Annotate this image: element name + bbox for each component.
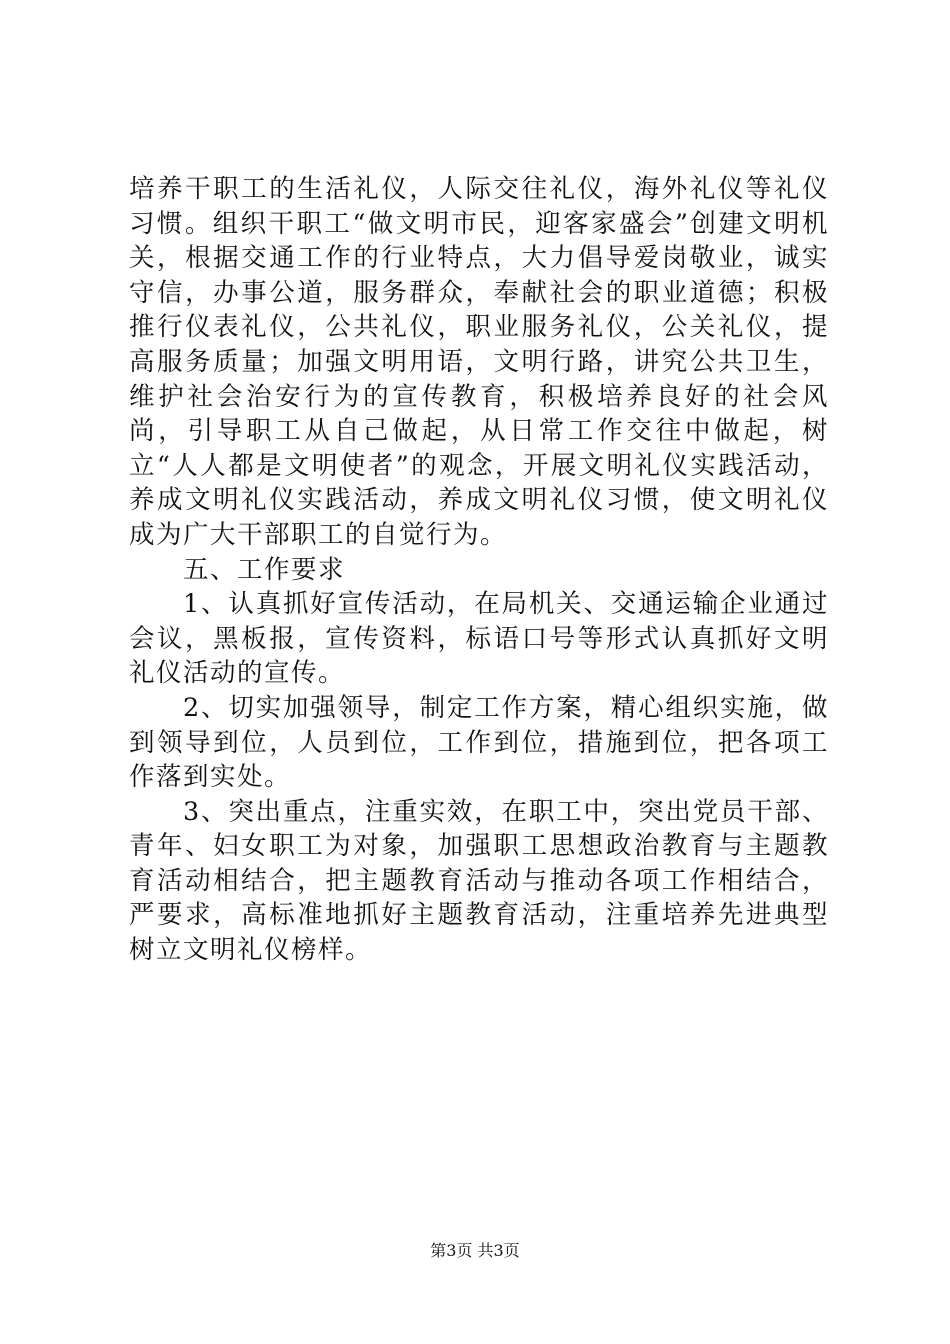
page-footer: 第3页 共3页 bbox=[430, 1241, 520, 1260]
requirement-item-1: 1、认真抓好宣传活动，在局机关、交通运输企业通过会议，黑板报，宣传资料，标语口号等形式认真抓好文明礼仪活动的宣传。 bbox=[129, 589, 829, 689]
requirement-item-2: 2、切实加强领导，制定工作方案，精心组织实施，做到领导到位，人员到位，工作到位，措施到位，把各项工作落到实处。 bbox=[129, 692, 829, 793]
section-heading: 五、工作要求 bbox=[183, 554, 346, 585]
document-body bbox=[129, 172, 829, 968]
requirement-item-3: 3、突出重点，注重实效，在职工中，突出党员干部、青年、妇女职工为对象，加强职工思想政治教育与主题教育活动相结合，把主题教育活动与推动各项工作相结合，严要求，高标准地抓好主题教育活动，注重培养先进典型树立文明礼仪榜样。 bbox=[129, 796, 829, 966]
body-paragraph: 培养干职工的生活礼仪，人际交往礼仪，海外礼仪等礼仪习惯。组织干职工“做文明市民，迎客家盛会”创建文明机关，根据交通工作的行业特点，大力倡导爱岗敬业，诚实守信，办事公道，服务群众，奉献社会的职业道德；积极推行仪表礼仪，公共礼仪，职业服务礼仪，公关礼仪，提高服务质量；加强文明用语，文明行路，讲究公共卫生，维护社会治安行为的宣传教育，积极培养良好的社会风尚，引导职工从自己做起，从日常工作交往中做起，树立“人人都是文明使者”的观念，开展文明礼仪实践活动，养成文明礼仪实践活动，养成文明礼仪习惯，使文明礼仪成为广大干部职工的自觉行为。 bbox=[129, 174, 829, 550]
